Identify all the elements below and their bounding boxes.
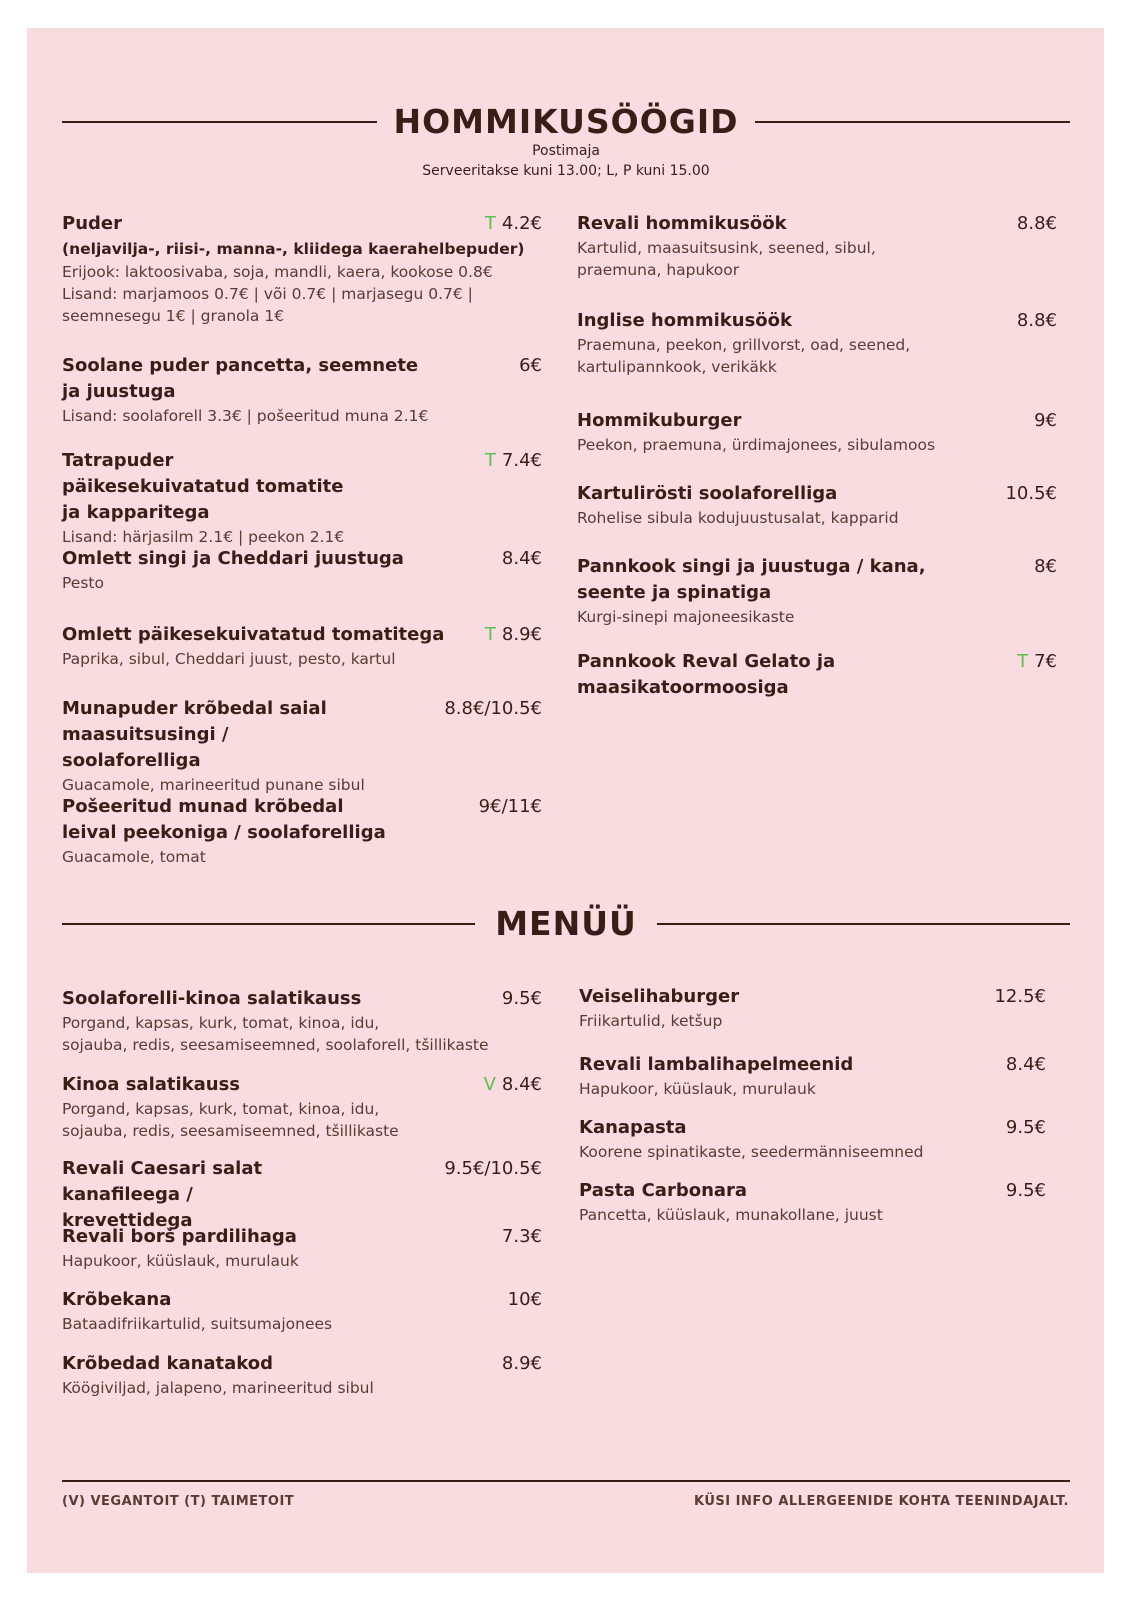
item-price: [508, 1287, 542, 1313]
item-tag: V: [483, 1074, 496, 1095]
item-name: Revali lambalihapelmeenid: [579, 1054, 854, 1075]
item-description: Lisand: marjamoos 0.7€ | või 0.7€ | marjasegu 0.7€ |: [62, 285, 473, 303]
item-price-value: 8.8€/10.5€: [444, 698, 542, 719]
menu-item: [579, 1178, 1046, 1226]
item-name: Omlett singi ja Cheddari juustuga: [62, 548, 404, 569]
item-description: Lisand: härjasilm 2.1€ | peekon 2.1€: [62, 528, 345, 546]
item-name: Pannkook Reval Gelato ja maasikatoormoosiga: [577, 651, 836, 698]
item-price-value: 8€: [1034, 556, 1057, 577]
header-rule-left: [62, 121, 377, 123]
item-price: [1017, 649, 1057, 675]
item-name: Kinoa salatikauss: [62, 1074, 241, 1095]
item-price-value: 8.9€: [501, 624, 542, 645]
menu-item: [577, 308, 1057, 378]
item-name: Pošeeritud munad krõbedal leival peekoniga / soolaforelliga: [62, 796, 386, 843]
item-price: [444, 1156, 542, 1182]
item-description: Guacamole, tomat: [62, 848, 206, 866]
menu-item: [62, 794, 542, 868]
menu-item: [62, 986, 542, 1056]
item-tag: T: [1017, 651, 1029, 672]
breakfast-hours: Serveeritakse kuni 13.00; L, P kuni 15.00: [422, 163, 710, 179]
item-name: Soolaforelli-kinoa salatikauss: [62, 988, 362, 1009]
item-name: Pannkook singi ja juustuga / kana, seente ja spinatiga: [577, 556, 926, 603]
item-price: [484, 1072, 542, 1098]
item-description: Peekon, praemuna, ürdimajonees, sibulamoos: [577, 436, 936, 454]
menu-item: [62, 1351, 542, 1399]
item-name: Hommikuburger: [577, 410, 742, 431]
breakfast-header: [62, 102, 1070, 181]
menu-item: [577, 481, 1057, 529]
item-description: Porgand, kapsas, kurk, tomat, kinoa, idu,: [62, 1014, 380, 1032]
item-subtitle: (neljavilja-, riisi-, manna-, kliidega kaerahelbepuder): [62, 240, 525, 258]
item-tag: T: [484, 624, 496, 645]
item-price-value: 7€: [1034, 651, 1057, 672]
item-price-value: 8.8€: [1016, 213, 1057, 234]
header-rule-right: [755, 121, 1070, 123]
allergen-note: KÜSI INFO ALLERGEENIDE KOHTA TEENINDAJALT.: [694, 1494, 1069, 1509]
menu-item: [577, 211, 1057, 281]
item-price: [1017, 308, 1057, 334]
item-price-value: 12.5€: [994, 986, 1046, 1007]
item-name: Kanapasta: [579, 1117, 687, 1138]
item-price: [479, 794, 542, 820]
item-tag: T: [484, 450, 496, 471]
breakfast-subtitle: Postimaja: [532, 143, 600, 159]
menu-item: [62, 353, 542, 427]
menu-item: [62, 1287, 542, 1335]
item-price-value: 8.8€: [1016, 310, 1057, 331]
item-price: [502, 1224, 542, 1250]
item-price-value: 9.5€/10.5€: [444, 1158, 542, 1179]
item-price: [1006, 1178, 1046, 1204]
menu-item: [62, 1156, 542, 1234]
item-name: Omlett päikesekuivatatud tomatitega: [62, 624, 445, 645]
item-price: [1017, 211, 1057, 237]
header-rule-right: [657, 923, 1070, 925]
item-description: Köögiviljad, jalapeno, marineeritud sibul: [62, 1379, 374, 1397]
menu-item: [62, 622, 542, 670]
menu-item: [577, 649, 1057, 701]
item-price-value: 9€: [1034, 410, 1057, 431]
item-price: [485, 211, 542, 237]
item-description: seemnesegu 1€ | granola 1€: [62, 307, 285, 325]
item-price: [519, 353, 542, 379]
item-description: sojauba, redis, seesamiseemned, tšillikaste: [62, 1122, 399, 1140]
item-description: Kartulid, maasuitsusink, seened, sibul,: [577, 239, 876, 257]
item-price: [1005, 481, 1057, 507]
header-rule-left: [62, 923, 475, 925]
menu-item: [62, 696, 542, 796]
item-price: [485, 622, 542, 648]
item-price: [502, 986, 542, 1012]
item-price: [444, 696, 542, 722]
item-name: Puder: [62, 213, 122, 234]
diet-legend: (V) VEGANTOIT (T) TAIMETOIT: [62, 1494, 295, 1509]
item-description: Paprika, sibul, Cheddari juust, pesto, kartul: [62, 650, 396, 668]
item-tag: T: [484, 213, 496, 234]
item-description: Kurgi-sinepi majoneesikaste: [577, 608, 795, 626]
item-name: Munapuder krõbedal saial maasuitsusingi / soolaforelliga: [62, 698, 327, 771]
menu-header: [62, 904, 1070, 943]
item-price-value: 9.5€: [1005, 1117, 1046, 1138]
item-name: Pasta Carbonara: [579, 1180, 748, 1201]
menu-item: [577, 554, 1057, 628]
item-description: Rohelise sibula kodujuustusalat, kapparid: [577, 509, 899, 527]
item-description: Pesto: [62, 574, 104, 592]
item-description: praemuna, hapukoor: [577, 261, 740, 279]
menu-item: [62, 546, 542, 594]
item-name: Veiselihaburger: [579, 986, 740, 1007]
item-description: Lisand: soolaforell 3.3€ | pošeeritud muna 2.1€: [62, 407, 429, 425]
menu-item: [579, 1052, 1046, 1100]
item-name: Krõbedad kanatakod: [62, 1353, 274, 1374]
item-description: Guacamole, marineeritud punane sibul: [62, 776, 365, 794]
menu-item: [62, 448, 542, 548]
item-name: Soolane puder pancetta, seemnete ja juustuga: [62, 355, 419, 402]
item-price-value: 8.4€: [1005, 1054, 1046, 1075]
menu-item: [577, 408, 1057, 456]
item-price-value: 8.4€: [501, 1074, 542, 1095]
menu-title: MENÜÜ: [495, 904, 637, 943]
menu-item: [62, 1072, 542, 1142]
item-description: Hapukoor, küüslauk, murulauk: [62, 1252, 299, 1270]
item-name: Revali Caesari salat kanafileega / krevettidega: [62, 1158, 263, 1231]
footer-rule: [62, 1480, 1070, 1482]
menu-item: [62, 211, 542, 327]
item-price-value: 9€/11€: [478, 796, 542, 817]
item-price-value: 9.5€: [501, 988, 542, 1009]
item-description: Pancetta, küüslauk, munakollane, juust: [579, 1206, 883, 1224]
item-description: Hapukoor, küüslauk, murulauk: [579, 1080, 816, 1098]
item-price: [1006, 1115, 1046, 1141]
item-name: Inglise hommikusöök: [577, 310, 792, 331]
item-description: Friikartulid, ketšup: [579, 1012, 723, 1030]
item-description: Praemuna, peekon, grillvorst, oad, seened,: [577, 336, 911, 354]
breakfast-title: HOMMIKUSÖÖGID: [393, 102, 739, 141]
item-price-value: 6€: [519, 355, 542, 376]
item-price: [485, 448, 542, 474]
item-price: [1034, 554, 1057, 580]
item-description: Koorene spinatikaste, seedermänniseemned: [579, 1143, 924, 1161]
item-price-value: 8.9€: [501, 1353, 542, 1374]
item-price-value: 10.5€: [1005, 483, 1057, 504]
item-price-value: 7.3€: [501, 1226, 542, 1247]
menu-item: [579, 1115, 1046, 1163]
menu-page: [27, 28, 1104, 1573]
item-name: Krõbekana: [62, 1289, 172, 1310]
menu-item: [62, 1224, 542, 1272]
item-name: Kartulirösti soolaforelliga: [577, 483, 838, 504]
item-description: Erijook: laktoosivaba, soja, mandli, kaera, kookose 0.8€: [62, 263, 493, 281]
item-price-value: 10€: [507, 1289, 542, 1310]
item-price: [1006, 1052, 1046, 1078]
item-name: Revali borš pardilihaga: [62, 1226, 297, 1247]
item-name: Tatrapuder päikesekuivatatud tomatite ja kapparitega: [62, 450, 344, 523]
item-price: [502, 546, 542, 572]
item-description: Porgand, kapsas, kurk, tomat, kinoa, idu,: [62, 1100, 380, 1118]
menu-item: [579, 984, 1046, 1032]
item-description: Bataadifriikartulid, suitsumajonees: [62, 1315, 333, 1333]
item-price-value: 7.4€: [501, 450, 542, 471]
item-description: kartulipannkook, verikäkk: [577, 358, 777, 376]
item-price-value: 4.2€: [501, 213, 542, 234]
item-price-value: 8.4€: [501, 548, 542, 569]
item-price-value: 9.5€: [1005, 1180, 1046, 1201]
item-name: Revali hommikusöök: [577, 213, 787, 234]
item-price: [502, 1351, 542, 1377]
item-description: sojauba, redis, seesamiseemned, soolaforell, tšillikaste: [62, 1036, 489, 1054]
item-price: [1034, 408, 1057, 434]
item-price: [994, 984, 1046, 1010]
